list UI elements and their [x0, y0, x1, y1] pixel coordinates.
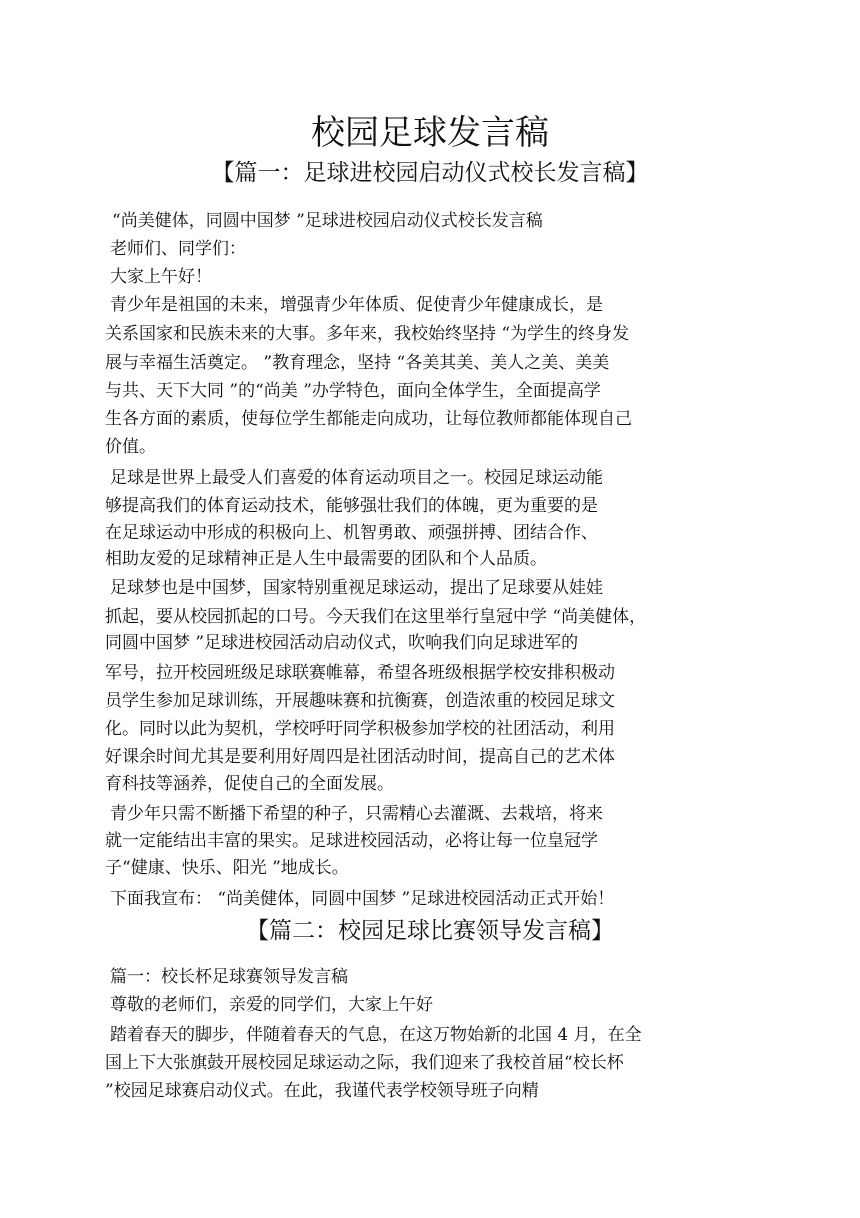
paragraph-line: 足球是世界上最受人们喜爱的体育运动项目之一。校园足球运动能 — [110, 468, 603, 488]
paragraph-line: 尊敬的老师们，亲爱的同学们，大家上午好 — [110, 995, 433, 1015]
paragraph-line: 青少年只需不断播下希望的种子，只需精心去灌溉、去栽培，将来 — [110, 804, 603, 824]
paragraph-line: 展与幸福生活奠定。 ”教育理念，坚持 “各美其美、美人之美、美美 — [105, 353, 610, 373]
paragraph-line: 踏着春天的脚步，伴随着春天的气息，在这万物始新的北国 4 月，在全 — [110, 1025, 642, 1045]
paragraph-line: 抓起，要从校园抓起的口号。今天我们在这里举行皇冠中学 “尚美健体， — [105, 607, 647, 627]
paragraph-line: 好课余时间尤其是要利用好周四是社团活动时间，提高自己的艺术体 — [105, 747, 615, 767]
paragraph-line: 关系国家和民族未来的大事。多年来，我校始终坚持 “为学生的终身发 — [105, 324, 630, 344]
paragraph-line: 员学生参加足球训练，开展趣味赛和抗衡赛，创造浓重的校园足球文 — [105, 691, 615, 711]
paragraph-line: 足球梦也是中国梦，国家特别重视足球运动，提出了足球要从娃娃 — [110, 578, 603, 598]
paragraph-line: 在足球运动中形成的积极向上、机智勇敢、顽强拼搏、团结合作、 — [105, 523, 598, 543]
paragraph-line: 生各方面的素质，使每位学生都能走向成功，让每位教师都能体现自己 — [105, 409, 632, 429]
paragraph-line: 子“健康、快乐、阳光 ”地成长。 — [105, 858, 349, 878]
paragraph-line: 军号，拉开校园班级足球联赛帷幕，希望各班级根据学校安排积极动 — [105, 663, 615, 683]
paragraph-line: 下面我宣布： “尚美健体，同圆中国梦 ”足球进校园活动正式开始！ — [110, 889, 615, 909]
section2-heading: 【篇二：校园足球比赛领导发言稿】 — [246, 918, 614, 944]
section1-heading: 【篇一：足球进校园启动仪式校长发言稿】 — [211, 160, 649, 186]
paragraph-line: 篇一：校长杯足球赛领导发言稿 — [110, 967, 348, 987]
paragraph-line: 大家上午好！ — [110, 267, 212, 287]
paragraph-line: 够提高我们的体育运动技术，能够强壮我们的体魄，更为重要的是 — [105, 496, 598, 516]
paragraph-line: 育科技等涵养，促使自己的全面发展。 — [105, 774, 394, 794]
paragraph-line: 与共、天下大同 ”的“尚美 ”办学特色，面向全体学生，全面提高学 — [105, 381, 601, 401]
paragraph-line: 同圆中国梦 ”足球进校园活动启动仪式，吹响我们向足球进军的 — [105, 633, 579, 653]
paragraph-line: 化。同时以此为契机，学校呼吁同学积极参加学校的社团活动，利用 — [105, 719, 615, 739]
paragraph-line: “尚美健体，同圆中国梦 ”足球进校园启动仪式校长发言稿 — [112, 211, 543, 231]
paragraph-line: 老师们、同学们： — [110, 239, 246, 259]
paragraph-line: 青少年是祖国的未来，增强青少年体质、促使青少年健康成长，是 — [110, 295, 603, 315]
paragraph-line: 相助友爱的足球精神正是人生中最需要的团队和个人品质。 — [105, 549, 547, 569]
paragraph-line: 国上下大张旗鼓开展校园足球运动之际，我们迎来了我校首届“校长杯 — [105, 1053, 624, 1073]
paragraph-line: 价值。 — [105, 437, 156, 457]
paragraph-line: ”校园足球赛启动仪式。在此，我谨代表学校领导班子向精 — [105, 1081, 539, 1101]
document-title: 校园足球发言稿 — [311, 113, 549, 153]
paragraph-line: 就一定能结出丰富的果实。足球进校园活动，必将让每一位皇冠学 — [105, 831, 598, 851]
